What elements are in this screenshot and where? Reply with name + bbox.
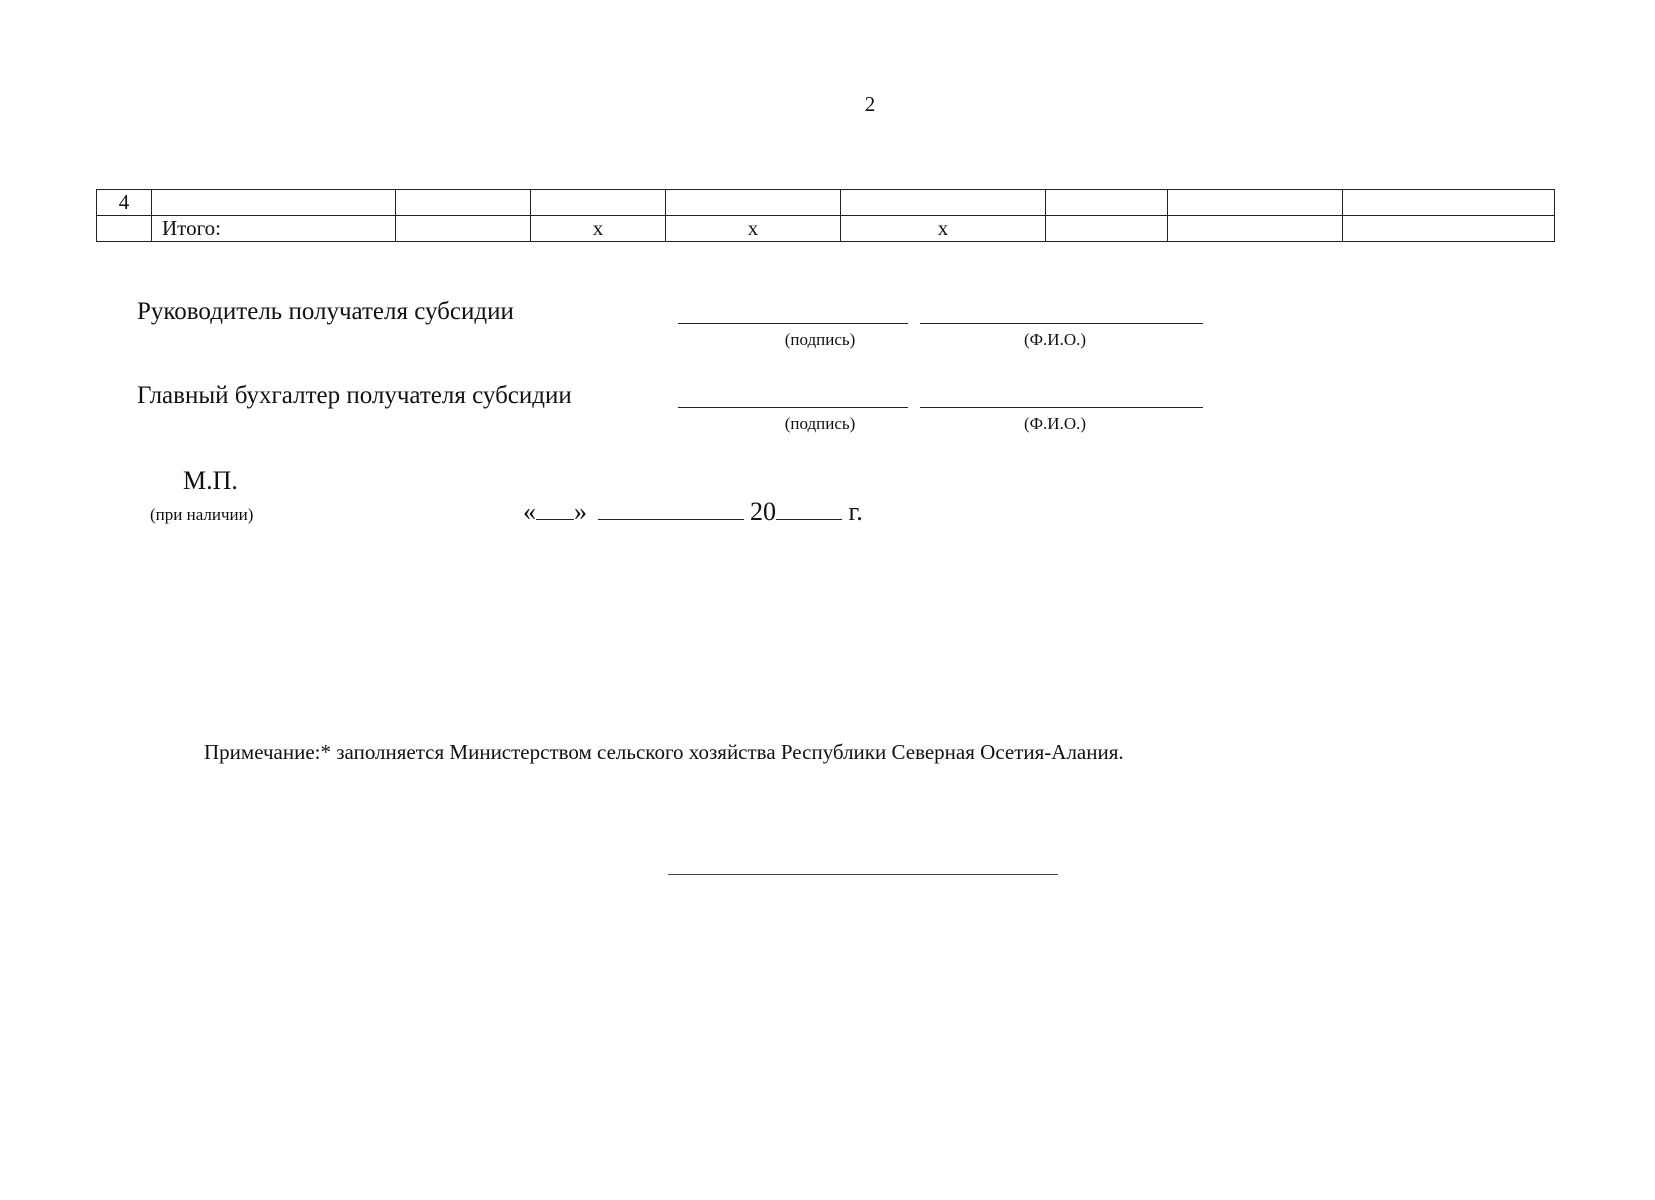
- table-cell: 4: [97, 190, 152, 216]
- table-row-total: [97, 216, 1555, 242]
- head-name-caption: (Ф.И.О.): [1023, 330, 1087, 349]
- table-cell: [1168, 190, 1343, 216]
- table-cell: [97, 216, 152, 242]
- table-cell: [841, 190, 1046, 216]
- date-year-suffix: г.: [848, 497, 863, 526]
- table-cell: х: [531, 216, 666, 242]
- stamp-label: М.П.: [183, 466, 238, 495]
- head-name-line[interactable]: [920, 323, 1203, 324]
- date-day-field[interactable]: [536, 497, 574, 520]
- head-signature-label: Руководитель получателя субсидии: [137, 298, 514, 325]
- footnote: Примечание:* заполняется Министерством сельского хозяйства Республики Северная Осетия-Алания.: [204, 740, 1124, 764]
- date-line: [523, 497, 863, 527]
- table-cell: [1046, 216, 1168, 242]
- date-year-field[interactable]: [776, 497, 842, 520]
- accountant-signature-caption: (подпись): [784, 414, 856, 433]
- page-number: 2: [864, 92, 876, 116]
- table-row: [97, 190, 1555, 216]
- date-close-quote: »: [574, 497, 587, 526]
- end-separator-line: [668, 874, 1058, 875]
- table-cell: [152, 190, 396, 216]
- accountant-signature-label: Главный бухгалтер получателя субсидии: [137, 382, 572, 409]
- table-cell: [1046, 190, 1168, 216]
- head-signature-caption: (подпись): [784, 330, 856, 349]
- date-open-quote: «: [523, 497, 536, 526]
- table-cell: [1343, 190, 1555, 216]
- date-month-field[interactable]: [598, 497, 744, 520]
- date-year-prefix: 20: [750, 497, 776, 526]
- table-cell: [1168, 216, 1343, 242]
- accountant-name-line[interactable]: [920, 407, 1203, 408]
- table-cell: х: [841, 216, 1046, 242]
- stamp-note: (при наличии): [150, 505, 254, 524]
- total-label-cell: Итого:: [152, 216, 396, 242]
- table-cell: [1343, 216, 1555, 242]
- table-cell: [396, 216, 531, 242]
- table-cell: [396, 190, 531, 216]
- accountant-name-caption: (Ф.И.О.): [1023, 414, 1087, 433]
- table-cell: [666, 190, 841, 216]
- table-cell: х: [666, 216, 841, 242]
- accountant-signature-line[interactable]: [678, 407, 908, 408]
- table-cell: [531, 190, 666, 216]
- summary-table: [96, 189, 1555, 242]
- head-signature-line[interactable]: [678, 323, 908, 324]
